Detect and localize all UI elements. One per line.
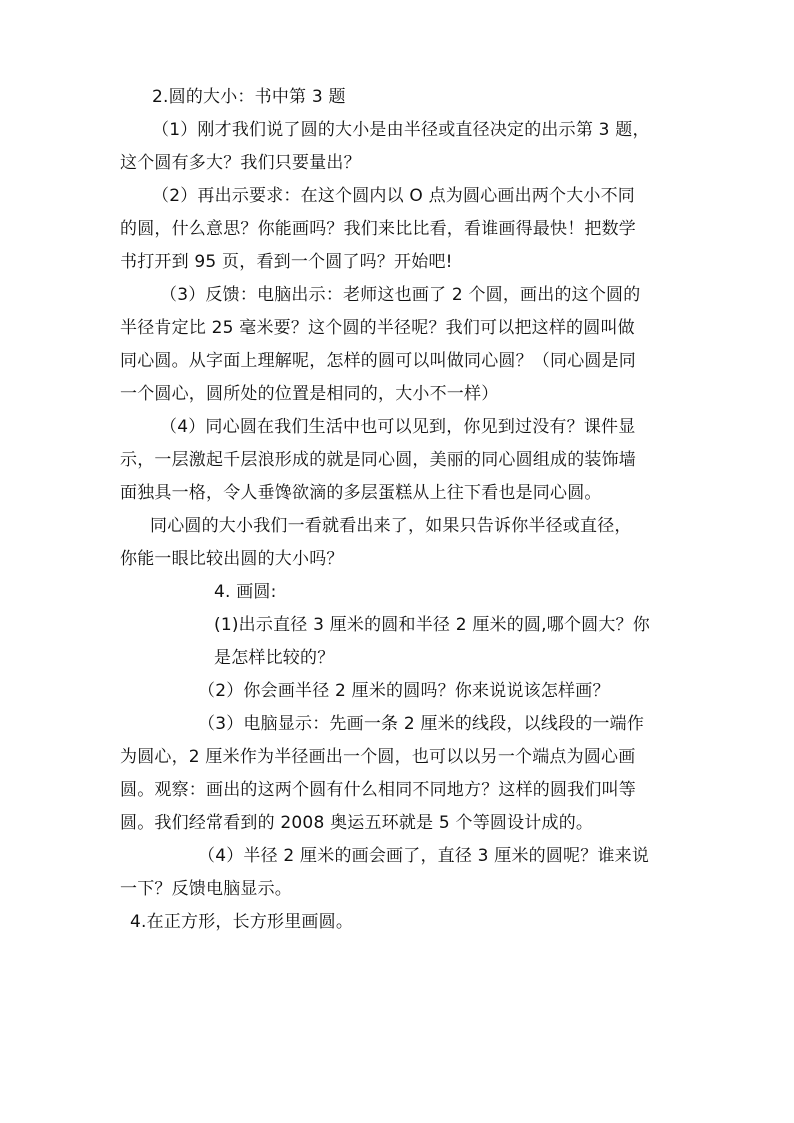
paragraph-line: 书打开到 95 页，看到一个圆了吗？开始吧! — [120, 252, 453, 272]
paragraph-line: 一下？反馈电脑显示。 — [120, 879, 292, 899]
paragraph-line: 半径肯定比 25 毫米要？这个圆的半径呢？我们可以把这样的圆叫做 — [120, 318, 635, 338]
paragraph-line: 一个圆心，圆所处的位置是相同的，大小不一样） — [120, 384, 499, 404]
paragraph-line: （2）你会画半径 2 厘米的圆吗？你来说说该怎样画？ — [198, 681, 610, 701]
section-heading-circle-size: 2.圆的大小：书中第 3 题 — [152, 87, 346, 107]
paragraph-line: 的圆，什么意思？你能画吗？我们来比比看，看谁画得最快！把数学 — [120, 219, 636, 239]
paragraph-line: 为圆心，2 厘米作为半径画出一个圆，也可以以另一个端点为圆心画 — [120, 747, 636, 767]
paragraph-line: （3）反馈：电脑出示：老师这也画了 2 个圆，画出的这个圆的 — [160, 285, 641, 305]
paragraph-line: 示，一层激起千层浪形成的就是同心圆，美丽的同心圆组成的装饰墙 — [120, 450, 636, 470]
paragraph-line: (1)出示直径 3 厘米的圆和半径 2 厘米的圆,哪个圆大？你 — [214, 615, 650, 635]
paragraph-line: 圆。我们经常看到的 2008 奥运五环就是 5 个等圆设计成的。 — [120, 813, 594, 833]
paragraph-line: 圆。观察：画出的这两个圆有什么相同不同地方？这样的圆我们叫等 — [120, 780, 636, 800]
paragraph-line: （4）同心圆在我们生活中也可以见到，你见到过没有？课件显 — [160, 417, 636, 437]
paragraph-line: 这个圆有多大？我们只要量出？ — [120, 153, 361, 173]
section-heading-draw-circle: 4. 画圆: — [214, 582, 277, 602]
paragraph-line: 你能一眼比较出圆的大小吗？ — [120, 549, 344, 569]
paragraph-line: 同心圆。从字面上理解呢，怎样的圆可以叫做同心圆？（同心圆是同 — [120, 351, 636, 371]
paragraph-line: 同心圆的大小我们一看就看出来了，如果只告诉你半径或直径， — [150, 516, 632, 536]
paragraph-line: 是怎样比较的？ — [214, 648, 335, 668]
paragraph-line: （1）刚才我们说了圆的大小是由半径或直径决定的出示第 3 题， — [152, 120, 650, 140]
paragraph-line: （3）电脑显示：先画一条 2 厘米的线段，以线段的一端作 — [198, 714, 645, 734]
paragraph-line: （4）半径 2 厘米的画会画了，直径 3 厘米的圆呢？谁来说 — [198, 846, 650, 866]
paragraph-line: （2）再出示要求：在这个圆内以 O 点为圆心画出两个大小不同 — [152, 186, 636, 206]
paragraph-line: 面独具一格，令人垂馋欲滴的多层蛋糕从上往下看也是同心圆。 — [120, 483, 602, 503]
section-heading-square-rectangle: 4.在正方形，长方形里画圆。 — [130, 912, 354, 932]
